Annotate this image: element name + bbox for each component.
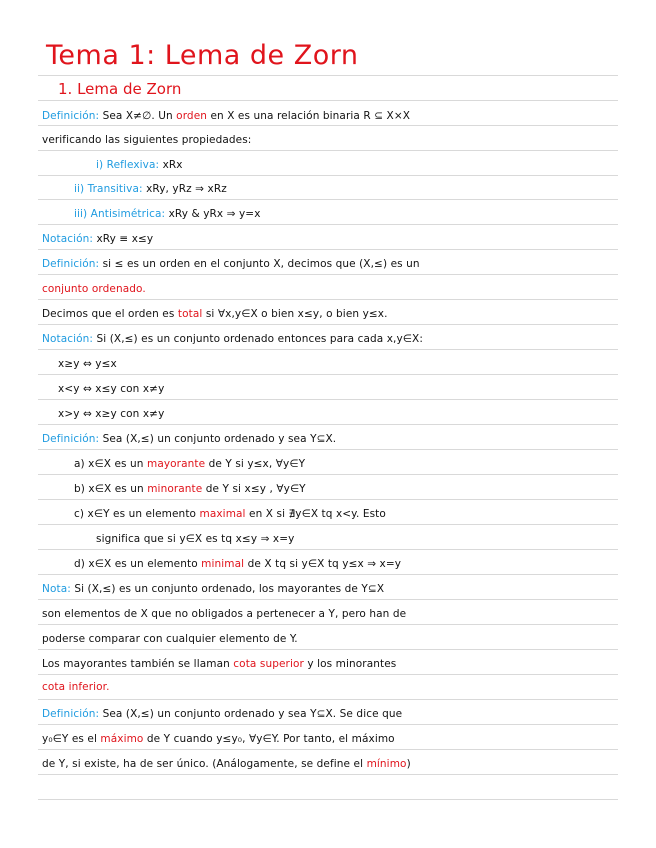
ruled-line [38,100,618,101]
ruled-line [38,724,618,725]
note-line-18 [96,531,656,547]
note-line-25 [42,706,626,722]
text: si ≤ es un orden en el conjunto X, decimos que (X,≤) es un [99,258,420,270]
text: Los mayorantes también se llaman [42,658,234,670]
note-line-6 [42,231,626,247]
note-line-12 [58,381,642,397]
note-line-22 [42,631,626,647]
text: Si (X,≤) es un conjunto ordenado entonces para cada x,y∈X: [93,333,423,345]
ruled-line [38,349,618,350]
highlight: maximal [199,508,246,520]
ruled-line [38,399,618,400]
highlight: máximo [100,733,144,745]
note-line-23 [42,656,626,672]
text: poderse comparar con cualquier elemento de Y. [42,633,298,645]
ruled-line [38,424,618,425]
text: si ∀x,y∈X o bien x≤y, o bien y≤x. [202,308,388,320]
note-line-13 [58,406,642,422]
note-line-11 [58,356,642,372]
highlight: mínimo [366,758,407,770]
ruled-line [38,199,618,200]
note-line-19 [74,556,656,572]
text: x<y ⇔ x≤y con x≠y [58,383,165,395]
note-line-8 [42,281,626,297]
text: xRy ≡ x≤y [93,233,154,245]
ruled-line [38,299,618,300]
text: ) [406,758,411,770]
label-notacion: Notación: [42,233,94,245]
text: en X es una relación binaria R ⊆ X×X [207,110,411,122]
text: x≥y ⇔ y≤x [58,358,117,370]
property-label: ii) Transitiva: [74,183,143,195]
label-definicion: Definición: [42,258,100,270]
page-title: Tema 1: Lema de Zorn [46,40,359,71]
note-line-20 [42,581,626,597]
label-nota: Nota: [42,583,71,595]
text: de Y si y≤x, ∀y∈Y [205,458,306,470]
note-line-16 [74,481,656,497]
ruled-line [38,125,618,126]
note-line-3 [96,157,656,173]
text: de X tq si y∈X tq y≤x ⇒ x=y [244,558,402,570]
ruled-line [38,474,618,475]
property-label: iii) Antisimétrica: [74,208,166,220]
highlight: orden [176,110,208,122]
note-line-21 [42,606,626,622]
highlight: mayorante [146,458,206,470]
label-notacion: Notación: [42,333,94,345]
text: x>y ⇔ x≥y con x≠y [58,408,165,420]
ruled-line [38,75,618,76]
ruled-line [38,524,618,525]
text: en X si ∄y∈X tq x<y. Esto [245,508,386,520]
ruled-line [38,150,618,151]
ruled-line [38,499,618,500]
text: Sea (X,≤) un conjunto ordenado y sea Y⊆X. [99,433,337,445]
ruled-line [38,175,618,176]
highlight: minorante [147,483,203,495]
text: y₀∈Y es el [42,733,101,745]
highlight: conjunto ordenado. [42,283,146,295]
note-line-17 [74,506,656,522]
highlight: cota inferior. [42,681,110,693]
text: xRx [159,159,183,171]
text: y los minorantes [303,658,397,670]
ruled-line [38,374,618,375]
text: Sea X≠∅. Un [99,110,177,122]
note-line-26 [42,731,626,747]
note-line-10 [42,331,626,347]
section-subtitle: 1. Lema de Zorn [58,80,182,98]
text: xRy & yRx ⇒ y=x [165,208,261,220]
ruled-line [38,549,618,550]
highlight: total [177,308,203,320]
text: b) x∈X es un [74,483,148,495]
text: de Y cuando y≤y₀, ∀y∈Y. Por tanto, el máximo [143,733,395,745]
property-label: i) Reflexiva: [96,159,160,171]
text: c) x∈Y es un elemento [74,508,200,520]
ruled-line [38,699,618,700]
text: d) x∈X es un elemento [74,558,202,570]
ruled-line [38,249,618,250]
note-line-24 [42,679,626,695]
text: verificando las siguientes propiedades: [42,134,252,146]
ruled-line [38,749,618,750]
ruled-line [38,599,618,600]
text: Sea (X,≤) un conjunto ordenado y sea Y⊆X. Se dice que [99,708,403,720]
ruled-line [38,574,618,575]
text: de Y, si existe, ha de ser único. (Análogamente, se define el [42,758,367,770]
note-line-14 [42,431,626,447]
ruled-line [38,649,618,650]
text: son elementos de X que no obligados a pertenecer a Y, pero han de [42,608,407,620]
ruled-line [38,324,618,325]
note-line-15 [74,456,656,472]
text: a) x∈X es un [74,458,147,470]
text: xRy, yRz ⇒ xRz [142,183,227,195]
ruled-line [38,624,618,625]
note-line-9 [42,306,626,322]
note-line-4 [74,181,656,197]
note-line-27 [42,756,626,772]
ruled-line [38,274,618,275]
ruled-line [38,224,618,225]
highlight: minimal [201,558,245,570]
ruled-line [38,449,618,450]
text: Si (X,≤) es un conjunto ordenado, los mayorantes de Y⊆X [70,583,385,595]
ruled-line [38,774,618,775]
text: significa que si y∈X es tq x≤y ⇒ x=y [96,533,295,545]
text: de Y si x≤y , ∀y∈Y [202,483,306,495]
ruled-line [38,799,618,800]
highlight: cota superior [233,658,304,670]
label-definicion: Definición: [42,708,100,720]
note-line-1 [42,108,626,124]
label-definicion: Definición: [42,110,100,122]
note-line-5 [74,206,656,222]
note-line-2 [42,132,626,148]
text: Decimos que el orden es [42,308,178,320]
note-line-7 [42,256,626,272]
label-definicion: Definición: [42,433,100,445]
ruled-line [38,674,618,675]
